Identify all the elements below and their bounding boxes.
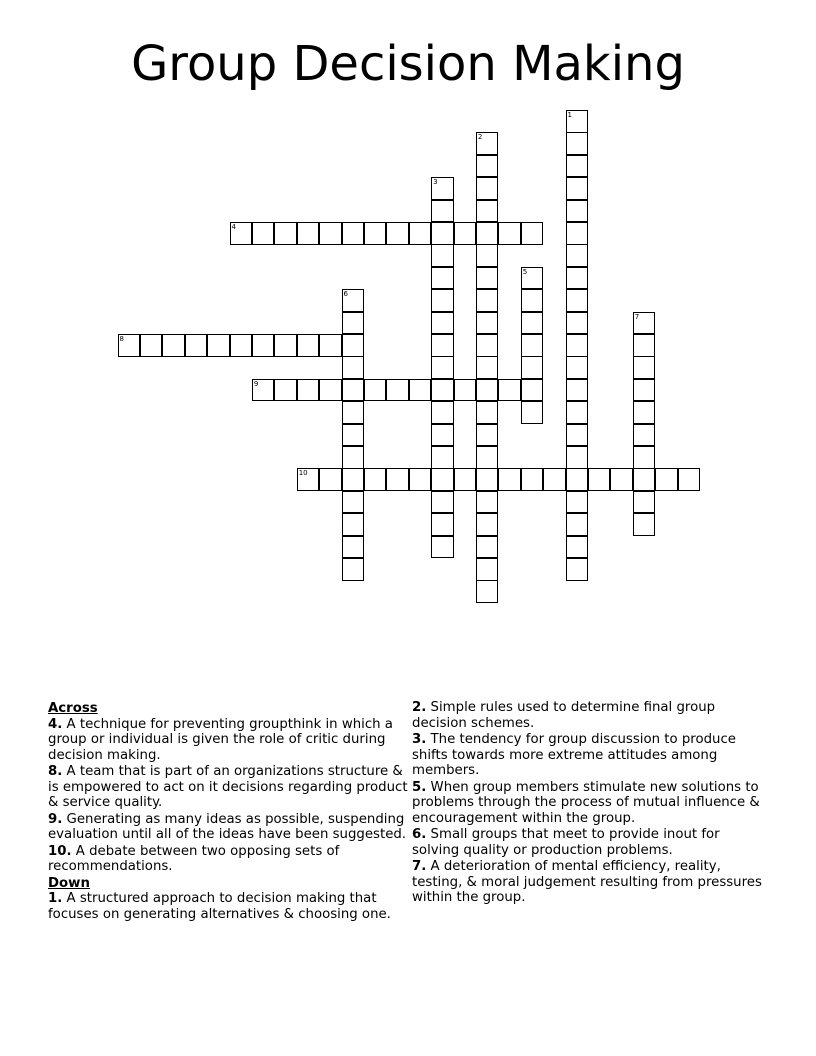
grid-cell[interactable] xyxy=(274,379,297,402)
grid-cell[interactable] xyxy=(566,267,589,290)
grid-cell[interactable] xyxy=(476,289,499,312)
grid-cell[interactable] xyxy=(297,222,320,245)
clue-item xyxy=(412,700,762,731)
grid-cell[interactable] xyxy=(566,356,589,379)
grid-cell[interactable] xyxy=(521,401,544,424)
grid-cell[interactable] xyxy=(431,536,454,559)
clue-number-label: 10 xyxy=(298,469,308,478)
grid-cell[interactable] xyxy=(342,424,365,447)
grid-cell[interactable] xyxy=(521,356,544,379)
grid-cell[interactable] xyxy=(431,424,454,447)
clue-text: Small groups that meet to provide inout for solving quality or production problems. xyxy=(412,827,720,858)
clue-item xyxy=(412,827,762,858)
clue-number-label: 7 xyxy=(634,312,640,321)
clue-item xyxy=(48,891,408,922)
grid-cell[interactable] xyxy=(297,334,320,357)
grid-cell[interactable] xyxy=(566,513,589,536)
grid-cell[interactable] xyxy=(386,468,409,491)
clue-number-label: 3 xyxy=(433,178,438,187)
grid-cell[interactable] xyxy=(364,468,387,491)
grid-cell[interactable] xyxy=(566,200,589,223)
grid-cell[interactable] xyxy=(566,446,589,469)
grid-cell[interactable] xyxy=(342,468,365,491)
clue-item xyxy=(412,780,762,827)
clue-text: When group members stimulate new solutions to problems through the process of mutual influence & encouragement within the group. xyxy=(412,779,760,826)
grid-cell[interactable] xyxy=(633,379,656,402)
grid-cell[interactable] xyxy=(476,558,499,581)
grid-cell[interactable] xyxy=(566,110,589,133)
clue-number: 10. xyxy=(48,843,72,859)
grid-cell[interactable] xyxy=(521,267,544,290)
grid-cell[interactable] xyxy=(342,401,365,424)
grid-cell[interactable] xyxy=(252,222,275,245)
grid-cell[interactable] xyxy=(431,222,454,245)
grid-cell[interactable] xyxy=(342,491,365,514)
grid-cell[interactable] xyxy=(319,468,342,491)
grid-cell[interactable] xyxy=(431,177,454,200)
grid-cell[interactable] xyxy=(566,177,589,200)
clue-number-label: 1 xyxy=(567,111,572,119)
grid-cell[interactable] xyxy=(566,244,589,267)
grid-cell[interactable] xyxy=(476,200,499,223)
grid-cell[interactable] xyxy=(230,334,253,357)
grid-cell[interactable] xyxy=(633,424,656,447)
grid-cell[interactable] xyxy=(342,356,365,379)
grid-cell[interactable] xyxy=(476,312,499,335)
grid-cell[interactable] xyxy=(342,289,365,312)
clue-number: 7. xyxy=(412,859,427,874)
grid-cell[interactable] xyxy=(521,334,544,357)
down-heading: Down xyxy=(48,875,90,891)
grid-cell[interactable] xyxy=(297,468,320,491)
grid-cell[interactable] xyxy=(633,334,656,357)
grid-cell[interactable] xyxy=(431,513,454,536)
clue-number-label: 9 xyxy=(253,379,259,388)
grid-cell[interactable] xyxy=(521,222,544,245)
grid-cell[interactable] xyxy=(342,222,365,245)
grid-cell[interactable] xyxy=(678,468,701,491)
grid-cell[interactable] xyxy=(431,200,454,223)
grid-cell[interactable] xyxy=(566,536,589,559)
grid-cell[interactable] xyxy=(342,334,365,357)
grid-cell[interactable] xyxy=(610,468,633,491)
clue-number-label: 5 xyxy=(522,267,528,276)
grid-cell[interactable] xyxy=(543,468,566,491)
grid-cell[interactable] xyxy=(566,379,589,402)
clue-text: A technique for preventing groupthink in which a group or individual is given the role of critic during decision making. xyxy=(48,716,393,763)
clue-text: A debate between two opposing sets of recommendations. xyxy=(48,843,340,874)
puzzle-title: Group Decision Making xyxy=(131,36,685,92)
grid-cell[interactable] xyxy=(431,379,454,402)
grid-cell[interactable] xyxy=(454,468,477,491)
grid-cell[interactable] xyxy=(476,267,499,290)
across-heading: Across xyxy=(48,701,98,716)
grid-cell[interactable] xyxy=(476,424,499,447)
grid-cell[interactable] xyxy=(476,491,499,514)
grid-cell[interactable] xyxy=(566,334,589,357)
grid-cell[interactable] xyxy=(633,513,656,536)
clue-text: Generating as many ideas as possible, suspending evaluation until all of the ideas have been suggested. xyxy=(48,811,407,842)
clue-number-label: 2 xyxy=(477,133,483,142)
clue-number: 1. xyxy=(48,891,63,906)
grid-cell[interactable] xyxy=(566,289,589,312)
grid-cell[interactable] xyxy=(342,446,365,469)
clue-number: 4. xyxy=(48,716,63,732)
grid-cell[interactable] xyxy=(566,222,589,245)
grid-cell[interactable] xyxy=(566,132,589,155)
clue-number: 6. xyxy=(412,827,427,842)
grid-cell[interactable] xyxy=(454,222,477,245)
grid-cell[interactable] xyxy=(566,558,589,581)
grid-cell[interactable] xyxy=(364,379,387,402)
clue-text: A team that is part of an organizations structure & is empowered to act on it decisions regarding product & service quality. xyxy=(48,764,408,810)
down-clue-list-continued xyxy=(412,700,762,906)
grid-cell[interactable] xyxy=(431,244,454,267)
grid-cell[interactable] xyxy=(342,536,365,559)
grid-cell[interactable] xyxy=(342,513,365,536)
clue-item xyxy=(48,717,408,764)
grid-cell[interactable] xyxy=(118,334,141,357)
grid-cell[interactable] xyxy=(386,379,409,402)
grid-cell[interactable] xyxy=(431,334,454,357)
grid-cell[interactable] xyxy=(319,379,342,402)
grid-cell[interactable] xyxy=(230,222,253,245)
clue-number: 5. xyxy=(412,779,427,795)
grid-cell[interactable] xyxy=(431,289,454,312)
grid-cell[interactable] xyxy=(498,468,521,491)
grid-cell[interactable] xyxy=(386,222,409,245)
grid-cell[interactable] xyxy=(476,379,499,402)
grid-cell[interactable] xyxy=(566,312,589,335)
grid-cell[interactable] xyxy=(431,312,454,335)
grid-cell[interactable] xyxy=(476,513,499,536)
down-clue-list xyxy=(48,891,408,922)
grid-cell[interactable] xyxy=(297,379,320,402)
clue-text: Simple rules used to determine final group decision schemes. xyxy=(412,700,716,731)
grid-cell[interactable] xyxy=(521,312,544,335)
grid-cell[interactable] xyxy=(633,468,656,491)
grid-cell[interactable] xyxy=(476,356,499,379)
grid-cell[interactable] xyxy=(431,468,454,491)
grid-cell[interactable] xyxy=(207,334,230,357)
clues-right-column xyxy=(412,700,762,907)
clues-left-column xyxy=(48,700,408,923)
grid-cell[interactable] xyxy=(521,289,544,312)
grid-cell[interactable] xyxy=(476,536,499,559)
grid-cell[interactable] xyxy=(409,379,432,402)
clue-item xyxy=(412,732,762,779)
grid-cell[interactable] xyxy=(409,468,432,491)
grid-cell[interactable] xyxy=(566,401,589,424)
grid-cell[interactable] xyxy=(655,468,678,491)
grid-cell[interactable] xyxy=(476,155,499,178)
grid-cell[interactable] xyxy=(342,312,365,335)
grid-cell[interactable] xyxy=(431,446,454,469)
grid-cell[interactable] xyxy=(319,334,342,357)
grid-cell[interactable] xyxy=(633,491,656,514)
grid-cell[interactable] xyxy=(162,334,185,357)
grid-cell[interactable] xyxy=(476,177,499,200)
grid-cell[interactable] xyxy=(498,222,521,245)
clue-number-label: 8 xyxy=(119,335,124,343)
grid-cell[interactable] xyxy=(252,379,275,402)
grid-cell[interactable] xyxy=(140,334,163,357)
clue-item xyxy=(412,859,762,906)
grid-cell[interactable] xyxy=(476,334,499,357)
grid-cell[interactable] xyxy=(476,580,499,603)
grid-cell[interactable] xyxy=(588,468,611,491)
grid-cell[interactable] xyxy=(476,446,499,469)
grid-cell[interactable] xyxy=(364,222,387,245)
grid-cell[interactable] xyxy=(498,379,521,402)
grid-cell[interactable] xyxy=(566,468,589,491)
grid-cell[interactable] xyxy=(566,424,589,447)
grid-cell[interactable] xyxy=(521,379,544,402)
grid-cell[interactable] xyxy=(476,222,499,245)
clue-number: 3. xyxy=(412,732,427,747)
grid-cell[interactable] xyxy=(566,491,589,514)
grid-cell[interactable] xyxy=(633,312,656,335)
grid-cell[interactable] xyxy=(342,379,365,402)
grid-cell[interactable] xyxy=(252,334,275,357)
grid-cell[interactable] xyxy=(633,401,656,424)
clue-number-label: 6 xyxy=(343,290,348,299)
grid-cell[interactable] xyxy=(431,401,454,424)
clue-number-label: 4 xyxy=(231,223,236,231)
clue-number: 2. xyxy=(412,700,427,715)
grid-cell[interactable] xyxy=(342,558,365,581)
clue-text: A structured approach to decision making that focuses on generating alternatives & choosing one. xyxy=(48,891,391,922)
grid-cell[interactable] xyxy=(476,401,499,424)
clue-item xyxy=(48,812,408,843)
grid-cell[interactable] xyxy=(431,267,454,290)
clue-text: The tendency for group discussion to produce shifts towards more extreme attitudes among members. xyxy=(412,732,736,778)
grid-cell[interactable] xyxy=(476,244,499,267)
across-clue-list xyxy=(48,717,408,875)
clue-text: A deterioration of mental efficiency, reality, testing, & moral judgement resulting from pressures within the group. xyxy=(412,859,762,905)
grid-cell[interactable] xyxy=(431,491,454,514)
grid-cell[interactable] xyxy=(476,468,499,491)
grid-cell[interactable] xyxy=(409,222,432,245)
grid-cell[interactable] xyxy=(633,356,656,379)
grid-cell[interactable] xyxy=(319,222,342,245)
grid-cell[interactable] xyxy=(521,468,544,491)
grid-cell[interactable] xyxy=(431,356,454,379)
grid-cell[interactable] xyxy=(274,222,297,245)
grid-cell[interactable] xyxy=(633,446,656,469)
grid-cell[interactable] xyxy=(476,132,499,155)
grid-cell[interactable] xyxy=(566,155,589,178)
clue-number: 9. xyxy=(48,811,63,827)
clue-number: 8. xyxy=(48,764,63,779)
grid-cell[interactable] xyxy=(185,334,208,357)
clue-item xyxy=(48,764,408,811)
clue-item xyxy=(48,844,408,875)
grid-cell[interactable] xyxy=(274,334,297,357)
grid-cell[interactable] xyxy=(454,379,477,402)
